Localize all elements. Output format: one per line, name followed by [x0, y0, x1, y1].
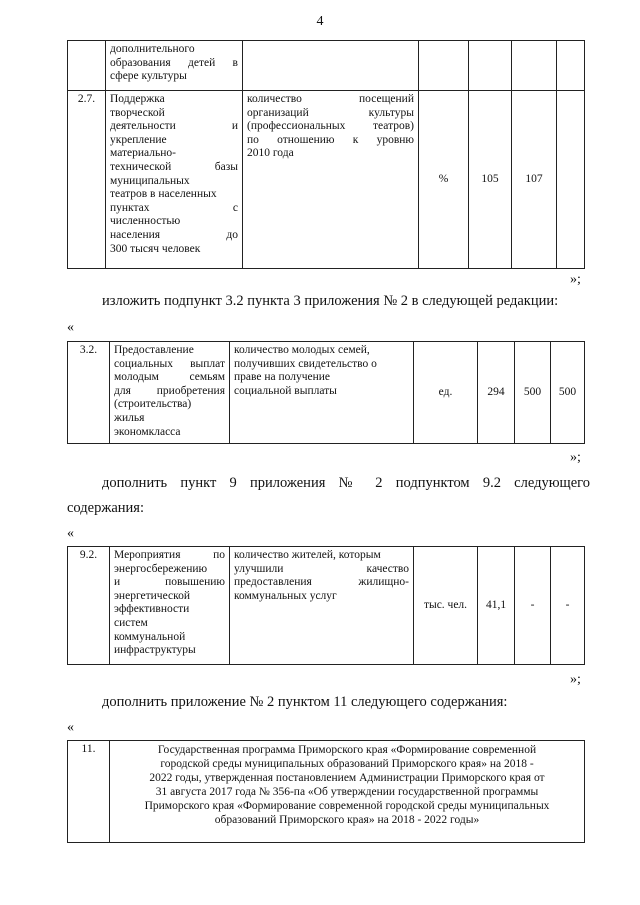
cell-measure [110, 547, 230, 665]
text-line: организаций культуры [247, 106, 414, 119]
text-line: 300 тысяч человек [110, 242, 201, 255]
table-row [68, 91, 585, 269]
table-item-3-2 [67, 341, 585, 444]
text-line: для приобретения [114, 384, 225, 397]
text-line: (профессиональных театров) [247, 120, 414, 133]
text-line: дополнительного [110, 43, 195, 55]
text-line: городской среды муниципальных образований Приморского края» на 2018 - [160, 758, 534, 770]
cell-value: 500 [551, 342, 585, 444]
text-line: энергетической [114, 589, 190, 602]
text-line: молодым семьям [114, 371, 225, 384]
cell-indicator [230, 547, 414, 665]
cell-indicator [243, 41, 419, 91]
cell-value: 294 [478, 342, 515, 444]
text-line: (строительства) [114, 398, 192, 411]
cell-measure [110, 342, 230, 444]
cell-indicator [243, 91, 419, 269]
text-line: Поддержка [110, 93, 165, 105]
cell-value [557, 41, 585, 91]
text-line: деятельности и [110, 120, 238, 133]
text-line: улучшили качество [234, 562, 409, 575]
cell-num [68, 41, 106, 91]
text-line: технической базы [110, 160, 238, 173]
paragraph-add-9-2-cont: содержания: [67, 500, 145, 516]
text-line: количество посещений [247, 93, 414, 105]
text-line: численностью [110, 215, 181, 228]
opening-quote: « [67, 526, 74, 541]
text-line: Предоставление [114, 344, 194, 356]
text-line: социальной выплаты [234, 384, 337, 397]
text-line: количество жителей, которым [234, 549, 381, 561]
cell-value: 500 [515, 342, 551, 444]
closing-quote: »; [570, 450, 581, 465]
cell-measure [106, 91, 243, 269]
text-line: коммунальной [114, 630, 186, 643]
text-line: Приморского края «Формирование современной городской среды муниципальных [144, 800, 550, 812]
text-line: образования детей в [110, 56, 238, 69]
text-line: количество молодых семей, [234, 344, 370, 356]
cell-value: 107 [512, 91, 557, 269]
cell-unit: ед. [414, 342, 478, 444]
text-line: населения до [110, 228, 238, 241]
table-item-11 [67, 740, 585, 843]
paragraph-add-11: дополнить приложение № 2 пунктом 11 следующего содержания: [102, 694, 508, 710]
cell-unit [419, 41, 469, 91]
text-line: социальных выплат [114, 357, 225, 370]
cell-num: 9.2. [68, 547, 110, 665]
cell-unit: % [419, 91, 469, 269]
closing-quote: »; [570, 272, 581, 287]
text-line: образований Приморского края» на 2018 - 2022 годы» [214, 814, 480, 826]
cell-num: 2.7. [68, 91, 106, 269]
table-section-2 [67, 40, 585, 269]
cell-value: - [515, 547, 551, 665]
text-line: дополнить пункт 9 приложения № 2 подпунктом 9.2 следующего [102, 475, 590, 491]
cell-value [512, 41, 557, 91]
cell-num: 3.2. [68, 342, 110, 444]
text-line: 31 августа 2017 года № 356-па «Об утверждении государственной программы [155, 786, 539, 798]
text-line: экономкласса [114, 425, 181, 438]
text-line: муниципальных [110, 174, 190, 187]
text-line: и повышению [114, 576, 225, 589]
text-line: укрепление [110, 133, 167, 146]
cell-program-text [110, 741, 585, 843]
text-line: коммунальных услуг [234, 589, 337, 602]
text-line: эффективности [114, 603, 190, 616]
cell-unit: тыс. чел. [414, 547, 478, 665]
text-line: энергосбережению [114, 562, 208, 575]
text-line: предоставления жилищно- [234, 576, 409, 589]
cell-num: 11. [68, 741, 110, 843]
text-line: инфраструктуры [114, 644, 196, 657]
text-line: 2022 годы, утвержденная постановлением Администрации Приморского края от [149, 772, 545, 784]
table-row [68, 547, 585, 665]
table-row [68, 41, 585, 91]
text-line: праве на получение [234, 371, 331, 384]
cell-value [469, 41, 512, 91]
text-line: получивших свидетельство о [234, 357, 377, 370]
paragraph-add-9-2 [102, 475, 590, 492]
text-line: творческой [110, 106, 165, 119]
table-row [68, 741, 585, 843]
opening-quote: « [67, 720, 74, 735]
text-line: систем [114, 616, 148, 629]
text-line: по отношению к уровню [247, 133, 414, 146]
cell-value: - [551, 547, 585, 665]
opening-quote: « [67, 320, 74, 335]
text-line: Мероприятия по [114, 549, 225, 561]
text-line: 2010 года [247, 147, 294, 160]
table-item-9-2 [67, 546, 585, 665]
text-line: Государственная программа Приморского края «Формирование современной [157, 744, 537, 756]
cell-value [557, 91, 585, 269]
paragraph-amend-3-2: изложить подпункт 3.2 пункта 3 приложения № 2 в следующей редакции: [102, 293, 559, 309]
cell-indicator [230, 342, 414, 444]
text-line: материально- [110, 147, 176, 160]
text-line: сфере культуры [110, 70, 187, 83]
page-number: 4 [316, 14, 324, 29]
cell-measure [106, 41, 243, 91]
table-row [68, 342, 585, 444]
cell-value: 41,1 [478, 547, 515, 665]
text-line: жилья [114, 411, 145, 424]
closing-quote: »; [570, 672, 581, 687]
text-line: театров в населенных [110, 188, 217, 201]
cell-value: 105 [469, 91, 512, 269]
text-line: пунктах с [110, 201, 238, 214]
